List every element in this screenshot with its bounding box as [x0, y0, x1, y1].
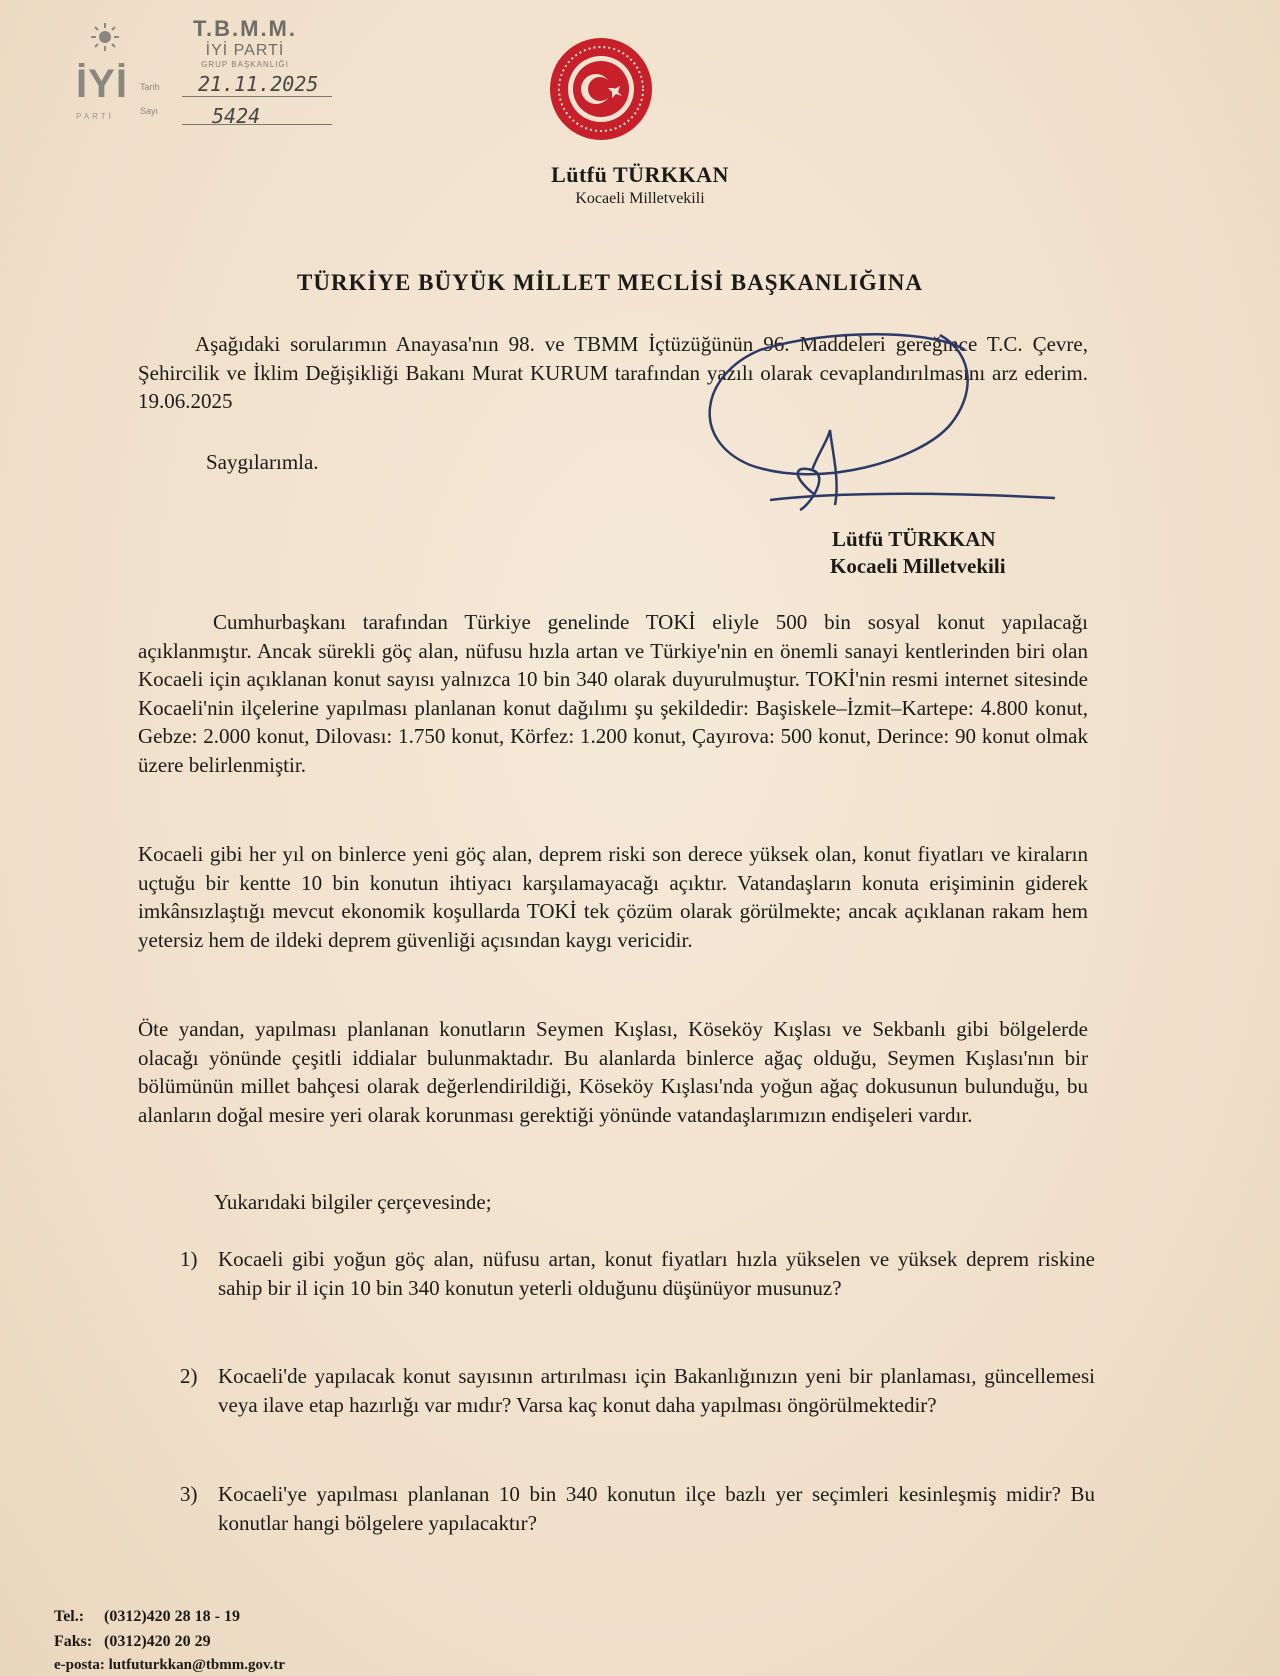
party-logo-text: İYİ	[76, 62, 128, 106]
sun-icon	[90, 22, 120, 52]
body-paragraph: Öte yandan, yapılması planlanan konutların Seymen Kışlası, Köseköy Kışlası ve Sekbanlı gibi bölgelerde olacağı yönünde çeşitli iddialar bulunmaktadır. Bu alanlarda binlerce ağaç olduğu, Seymen Kışlası'nın bir bölümünün millet bahçesi olarak değerlendirildiği, Köseköy Kışlası'nda yoğun ağaç dokusunun bulunduğu, bu alanların doğal mesire yeri olarak korunması gerektiği yönünde vatandaşlarımızın endişeleri vardır.	[138, 1017, 1088, 1127]
intro-paragraph: Aşağıdaki sorularımın Anayasa'nın 98. ve TBMM İçtüzüğünün 96. Maddeleri gereğince T.C. Çevre, Şehircilik ve İklim Değişikliği Bakanı Murat KURUM tarafından yazılı olarak cevaplandırılmasını arz ederim. 19.06.2025	[138, 332, 1088, 413]
question-item	[180, 1480, 1095, 1540]
tbmm-emblem-icon	[548, 36, 654, 142]
question-item	[180, 1245, 1095, 1335]
contact-fax-value: (0312)420 20 29	[104, 1633, 211, 1650]
signature-title: Kocaeli Milletvekili	[830, 554, 1006, 578]
question-text: Kocaeli'de yapılacak konut sayısının artırılması için Bakanlığınızın yeni bir planlaması, güncellemesi veya ilave etap hazırlığı var mıdır? Varsa kaç konut daha yapılması öngörülmektedir?	[218, 1364, 1095, 1417]
contact-email-label: e-posta:	[54, 1657, 105, 1673]
contact-phone-value: (0312)420 28 18 - 19	[104, 1608, 240, 1625]
question-text: Kocaeli'ye yapılması planlanan 10 bin 340 konutun ilçe bazlı yer seçimleri kesinleşmiş midir? Bu konutlar hangi bölgelere yapılacaktır?	[218, 1482, 1095, 1535]
stamp-institution: T.B.M.M.	[193, 16, 297, 41]
stamp-date-label: Tarih	[140, 82, 160, 92]
stamp-divider	[182, 124, 332, 125]
question-text: Kocaeli gibi yoğun göç alan, nüfusu artan, konut fiyatları hızla yükselen ve yüksek deprem riskine sahip bir il için 10 bin 340 konutun yeterli olduğunu düşünüyor musunuz?	[218, 1247, 1095, 1300]
question-number: 3)	[180, 1482, 198, 1506]
stamp-group: GRUP BAŞKANLIĞI	[201, 60, 289, 69]
stamp-number-value: 5424	[212, 104, 261, 128]
body-paragraph: Kocaeli gibi her yıl on binlerce yeni göç alan, deprem riski son derece yüksek olan, konut fiyatları ve kiraların uçtuğu bir kentte 10 bin konutun ihtiyacı karşılamayacağı açıktır. Vatandaşların konuta erişiminin giderek imkânsızlaştığı mevcut ekonomik koşullarda TOKİ tek çözüm olarak görülmekte; ancak açıklanan rakam hem yetersiz hem de ildeki deprem güvenliği açısından kaygı vericidir.	[138, 842, 1088, 952]
stamp-divider	[182, 96, 332, 97]
contact-phone	[54, 1608, 240, 1626]
question-item	[180, 1362, 1095, 1452]
letterhead-title: Kocaeli Milletvekili	[575, 190, 705, 207]
contact-email-value: lutfuturkkan@tbmm.gov.tr	[108, 1657, 286, 1673]
addressee-heading: TÜRKİYE BÜYÜK MİLLET MECLİSİ BAŞKANLIĞINA	[297, 270, 923, 295]
contact-fax-label: Faks:	[54, 1633, 93, 1650]
party-logo	[72, 16, 132, 126]
registry-stamp	[72, 12, 332, 132]
contact-phone-label: Tel.:	[54, 1608, 85, 1625]
question-number: 2)	[180, 1364, 198, 1388]
questions-lead: Yukarıdaki bilgiler çerçevesinde;	[214, 1190, 492, 1214]
contact-email	[54, 1657, 285, 1674]
stamp-party: İYİ PARTİ	[205, 42, 285, 59]
question-number: 1)	[180, 1247, 198, 1271]
signature-name: Lütfü TÜRKKAN	[832, 527, 996, 551]
stamp-date-value: 21.11.2025	[198, 72, 319, 96]
letterhead-name: Lütfü TÜRKKAN	[551, 162, 729, 187]
greeting: Saygılarımla.	[206, 450, 319, 474]
party-logo-sub: PARTİ	[76, 112, 114, 121]
body-paragraph: Cumhurbaşkanı tarafından Türkiye genelinde TOKİ eliyle 500 bin sosyal konut yapılacağı açıklanmıştır. Ancak sürekli göç alan, nüfusu hızla artan ve Türkiye'nin en önemli sanayi kentlerinden biri olan Kocaeli için açıklanan konut sayısı yalnızca 10 bin 340 olarak duyurulmuştur. TOKİ'nin resmi internet sitesinde Kocaeli'nin ilçelerine yapılması planlanan konut dağılımı şu şekildedir: Başiskele–İzmit–Kartepe: 4.800 konut, Gebze: 2.000 konut, Dilovası: 1.750 konut, Körfez: 1.200 konut, Çayırova: 500 konut, Derince: 90 konut olmak üzere belirlenmiştir.	[138, 610, 1088, 777]
stamp-number-label: Sayı	[140, 106, 159, 116]
contact-fax	[54, 1633, 211, 1651]
